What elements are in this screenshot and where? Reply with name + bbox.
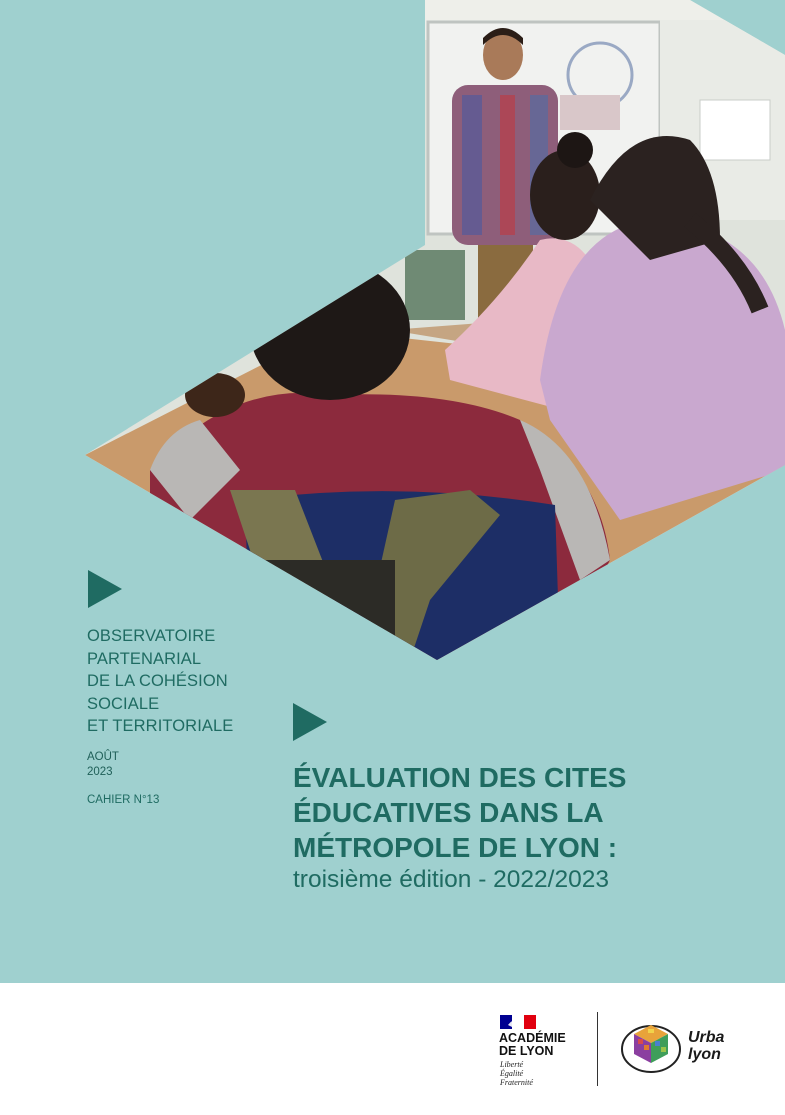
observatoire-label	[87, 625, 233, 738]
urbalyon-cube-icon	[620, 1019, 682, 1075]
document-title	[293, 760, 626, 865]
academie-line: DE LYON	[499, 1044, 554, 1058]
observatoire-line: DE LA COHÉSION	[87, 672, 228, 690]
motto-line: Liberté	[500, 1060, 524, 1069]
observatoire-line: SOCIALE	[87, 694, 160, 713]
title-line: MÉTROPOLE DE LYON :	[293, 832, 618, 863]
document-subtitle: troisième édition - 2022/2023	[293, 866, 609, 893]
republic-motto	[500, 1060, 533, 1087]
observatoire-line: OBSERVATOIRE	[87, 627, 216, 645]
observatoire-line: ET TERRITORIALE	[87, 717, 234, 735]
section-arrow-icon	[88, 570, 122, 608]
academie-name	[499, 1032, 566, 1058]
urbalyon-wordmark	[688, 1029, 724, 1063]
logo-divider	[597, 1012, 598, 1086]
publication-year: 2023	[87, 766, 113, 778]
cahier-number: CAHIER N°13	[87, 794, 160, 806]
academie-line: ACADÉMIE	[499, 1031, 566, 1045]
urba-line: lyon	[688, 1046, 721, 1063]
title-line: ÉDUCATIVES DANS LA	[293, 797, 604, 828]
marianne-flag-icon	[500, 1015, 536, 1029]
urba-line: Urba	[688, 1029, 725, 1046]
title-arrow-icon	[293, 703, 327, 741]
observatoire-line: PARTENARIAL	[87, 649, 202, 668]
motto-line: Fraternité	[500, 1078, 533, 1087]
title-line: ÉVALUATION DES CITES	[293, 762, 627, 793]
publication-month: AOÛT	[87, 751, 119, 763]
motto-line: Égalité	[500, 1069, 524, 1078]
publication-date	[87, 750, 119, 780]
